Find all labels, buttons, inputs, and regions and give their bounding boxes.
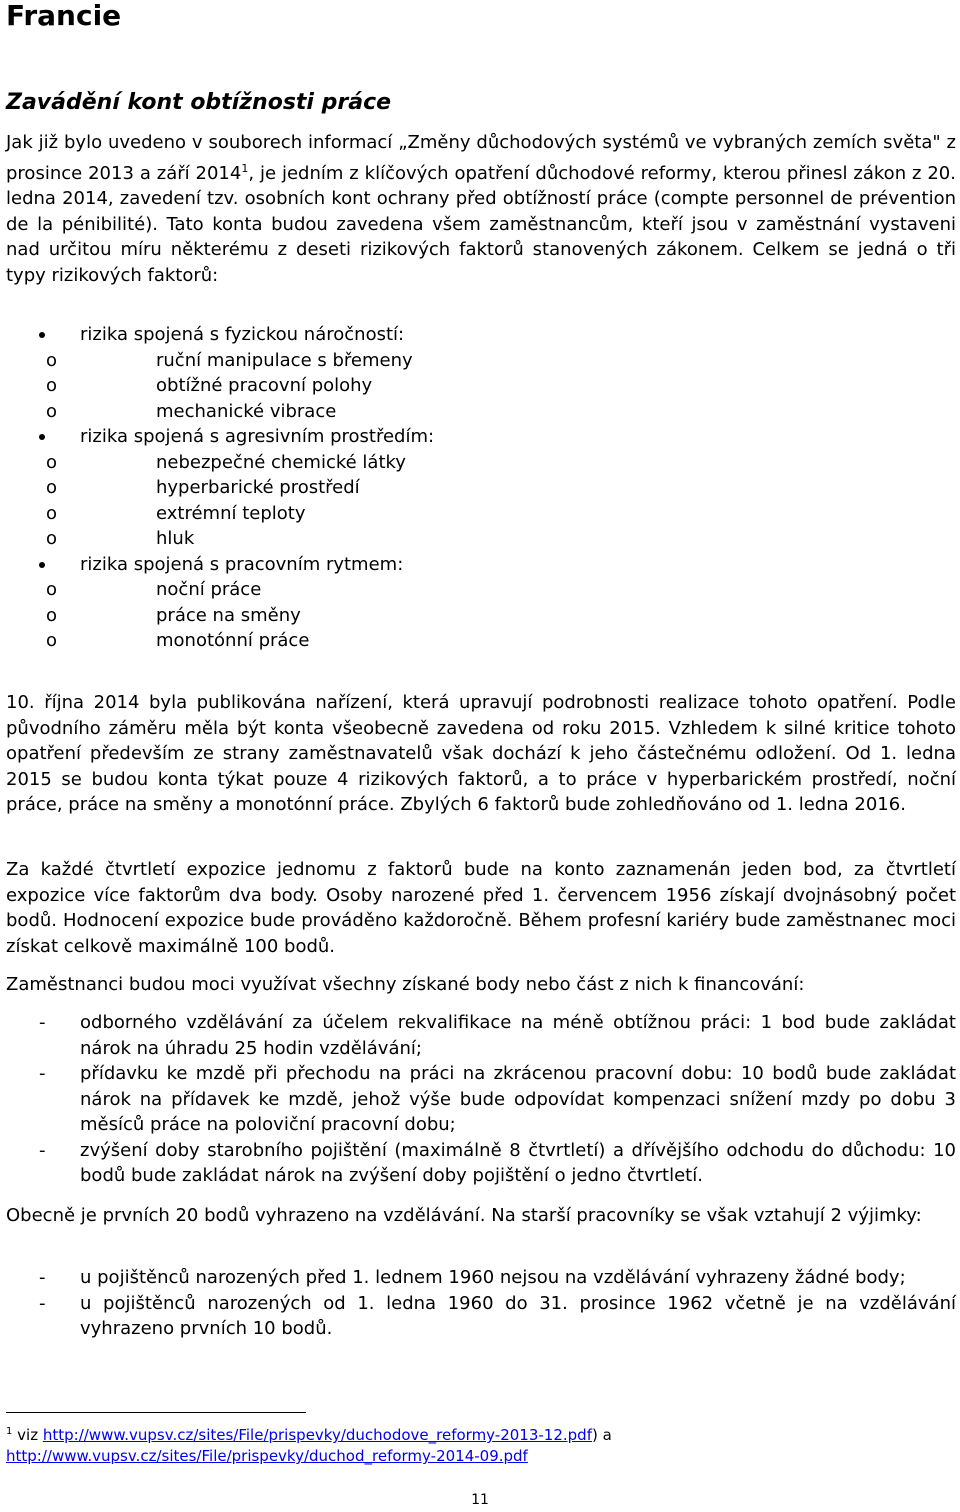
- risk-group: [6, 322, 956, 424]
- risk-factor-list: [6, 322, 956, 654]
- financing-list: [6, 1010, 956, 1189]
- risk-item: o monotónní práce: [6, 628, 956, 654]
- risk-item: o nebezpečné chemické látky: [6, 450, 956, 476]
- section-title: Zavádění kont obtížnosti práce: [6, 90, 392, 115]
- points-paragraph: Za každé čtvrtletí expozice jednomu z faktorů bude na konto zaznamenán jeden bod, za čtvrtletí expozice více faktorům dva body. Osoby narozené před 1. červencem 1956 získají dvojnásobný počet bodů. Hodnocení expozice bude prováděno každoročně. Během profesní kariéry bude zaměstnanec moci získat celkově maximálně 100 bodů.: [6, 859, 956, 957]
- financing-item: - přídavku ke mzdě při přechodu na práci na zkrácenou pracovní dobu: 10 bodů bude zakládat nárok na přídavek ke mzdě, jehož výše bude odpovídat kompenzaci snížení mzdy po dobu 3 měsíců práce na poloviční pracovní dobu;: [6, 1061, 956, 1138]
- risk-group-label: rizika spojená s fyzickou náročností:: [80, 324, 405, 345]
- financing-item: - zvýšení doby starobního pojištění (maximálně 8 čtvrtletí) a dřívějšího odchodu do důchodu: 10 bodů bude zakládat nárok na zvýšení doby pojištění o jedno čtvrtletí.: [6, 1138, 956, 1189]
- footnote-line-2: [6, 1445, 528, 1467]
- financing-item: - odborného vzdělávání za účelem rekvalifikace na méně obtížnou práci: 1 bod bude zakládat nárok na úhradu 25 hodin vzdělávání;: [6, 1010, 956, 1061]
- intro-text-after: , je jedním z klíčových opatření důchodové reformy, kterou přinesl zákon z 20. ledna 2014, zavedení tzv. osobních kont ochrany před obtížností práce (compte personnel de prévention de la pénibilité). Tato konta budou zavedena všem zaměstnancům, kteří jsou v zaměstnání vystaveni nad určitou míru některému z deseti rizikových faktorů stanovených zákonem. Celkem se jedná o tři typy rizikových faktorů:: [6, 162, 956, 286]
- exception-item: - u pojištěnců narozených od 1. ledna 1960 do 31. prosince 1962 včetně je na vzdělávání vyhrazeno prvních 10 bodů.: [6, 1291, 956, 1342]
- footnote-link-2014[interactable]: http://www.vupsv.cz/sites/File/prispevky/duchod_reformy-2014-09.pdf: [6, 1447, 528, 1465]
- usage-intro-paragraph: Zaměstnanci budou moci využívat všechny získané body nebo část z nich k financování:: [6, 974, 805, 995]
- risk-item: o extrémní teploty: [6, 501, 956, 527]
- risk-group-label: rizika spojená s pracovním rytmem:: [80, 553, 404, 575]
- exception-item: - u pojištěnců narozených před 1. lednem 1960 nejsou na vzdělávání vyhrazeny žádné body;: [6, 1265, 956, 1291]
- risk-item: o hyperbarické prostředí: [6, 475, 956, 501]
- footnote-middle: ) a: [591, 1426, 612, 1444]
- footnote-prefix: viz: [17, 1426, 39, 1444]
- risk-item: o noční práce: [6, 577, 956, 603]
- footnote-separator: [6, 1412, 306, 1413]
- implementation-paragraph: 10. října 2014 byla publikována nařízení, která upravují podrobnosti realizace tohoto opatření. Podle původního záměru měla být konta všeobecně zavedena od roku 2015. Vzhledem k silné kritice tohoto opatření především ze strany zaměstnavatelů však dochází k jeho částečnému odložení. Od 1. ledna 2015 se budou konta týkat pouze 4 rizikových faktorů, a to práce v hyperbarickém prostředí, noční práce, práce na směny a monotónní práce. Zbylých 6 faktorů bude zohledňováno od 1. ledna 2016.: [6, 692, 956, 815]
- risk-item: o obtížné pracovní polohy: [6, 373, 956, 399]
- footnote-ref[interactable]: 1: [241, 161, 249, 175]
- exceptions-list: [6, 1265, 956, 1342]
- risk-group: [6, 552, 956, 654]
- footnote-number: 1: [6, 1426, 13, 1437]
- intro-paragraph: [6, 130, 956, 288]
- risk-group-label: rizika spojená s agresivním prostředím:: [80, 426, 435, 447]
- risk-item: o mechanické vibrace: [6, 399, 956, 425]
- page-title: Francie: [6, 0, 122, 32]
- risk-item: o hluk: [6, 526, 956, 552]
- risk-item: o ruční manipulace s břemeny: [6, 348, 956, 374]
- exceptions-intro-paragraph: Obecně je prvních 20 bodů vyhrazeno na vzdělávání. Na starší pracovníky se však vztahují 2 výjimky:: [6, 1205, 922, 1226]
- footnote-link-2013[interactable]: http://www.vupsv.cz/sites/File/prispevky/duchodove_reformy-2013-12.pdf: [42, 1426, 592, 1444]
- footnote: [6, 1421, 612, 1446]
- page-number: 11: [471, 1492, 489, 1508]
- intro-text-before: Jak již bylo uvedeno v souborech informací „Změny důchodových systémů ve vybraných zemích světa" z prosince 2013 a září 2014: [6, 132, 956, 184]
- risk-item: o práce na směny: [6, 603, 956, 629]
- risk-group: [6, 424, 956, 552]
